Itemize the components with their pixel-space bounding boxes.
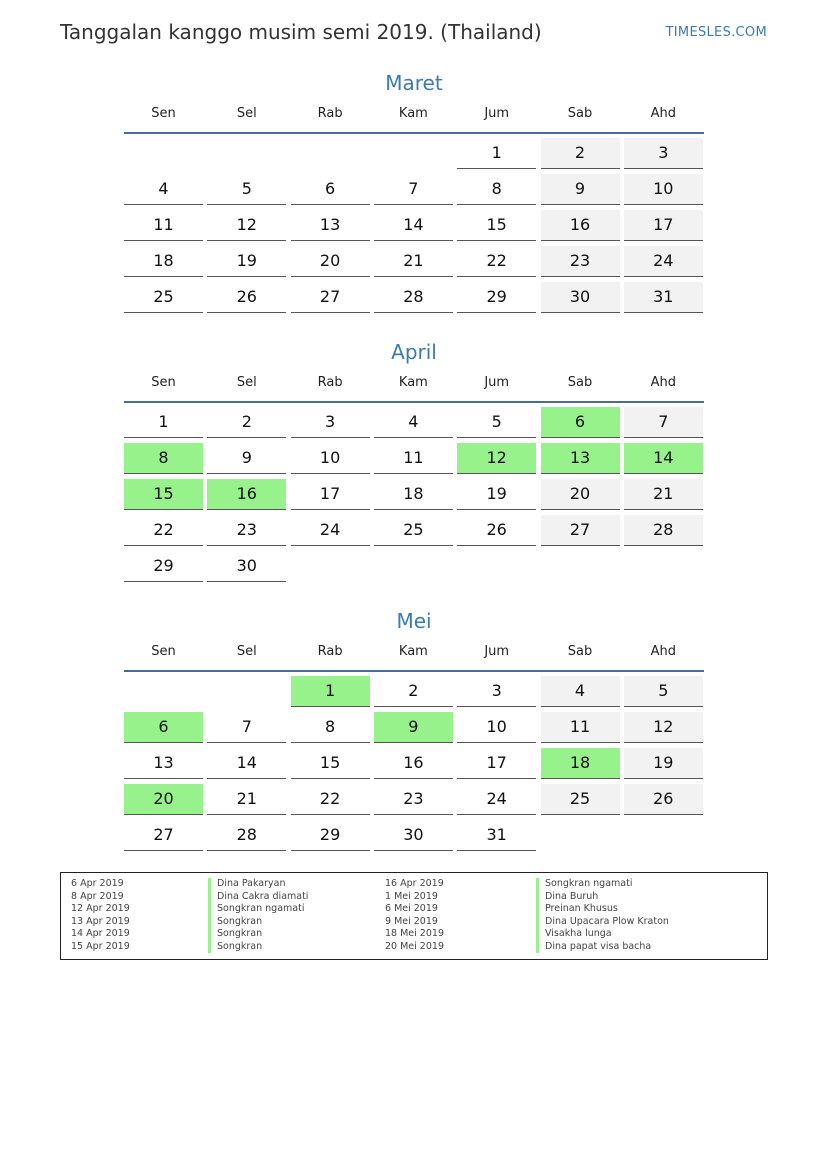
weekday-label: Rab — [317, 644, 343, 659]
day-cell: 21 — [374, 246, 453, 277]
day-cell: 29 — [124, 551, 203, 582]
legend-date: 13 Apr 2019 — [71, 915, 130, 927]
day-cell: 27 — [124, 820, 203, 851]
weekday-label: Kam — [398, 644, 428, 659]
day-cell: 17 — [291, 479, 370, 510]
holiday-legend — [60, 872, 768, 960]
weekday-label: Sen — [151, 106, 176, 121]
day-grid — [124, 407, 704, 587]
weekday-label: Kam — [398, 106, 428, 121]
day-cell: 19 — [207, 246, 286, 277]
day-cell: 30 — [541, 282, 620, 313]
day-cell: 8 — [291, 712, 370, 743]
month-april — [124, 339, 704, 587]
weekday-header — [124, 373, 704, 403]
day-cell: 31 — [624, 282, 703, 313]
weekday-label: Ahd — [650, 644, 676, 659]
day-cell: 27 — [541, 515, 620, 546]
day-cell: 24 — [624, 246, 703, 277]
day-cell: 11 — [541, 712, 620, 743]
day-grid — [124, 138, 704, 318]
day-cell: 5 — [457, 407, 536, 438]
weekday-label: Sel — [236, 644, 257, 659]
legend-date: 12 Apr 2019 — [71, 903, 130, 914]
legend-holiday-name: Dina Buruh — [536, 891, 598, 904]
day-cell: 17 — [457, 748, 536, 779]
weekday-label: Jum — [484, 106, 510, 121]
day-cell: 21 — [207, 784, 286, 815]
day-cell: 17 — [624, 210, 703, 241]
legend-holiday-name: Preinan Khusus — [536, 903, 618, 916]
weekday-header — [124, 642, 704, 672]
weekday-label: Jum — [484, 375, 510, 390]
day-cell: 13 — [124, 748, 203, 779]
weekday-label: Sab — [567, 644, 593, 659]
legend-date: 6 Apr 2019 — [71, 878, 124, 889]
day-cell: 4 — [124, 174, 203, 205]
day-cell: 31 — [457, 820, 536, 851]
day-cell: 26 — [457, 515, 536, 546]
holiday-day-cell: 16 — [207, 479, 286, 510]
weekday-header — [124, 104, 704, 134]
weekday-label: Ahd — [650, 375, 676, 390]
legend-date: 6 Mei 2019 — [385, 903, 438, 914]
holiday-day-cell: 12 — [457, 443, 536, 474]
day-cell: 20 — [291, 246, 370, 277]
day-cell: 7 — [207, 712, 286, 743]
holiday-day-cell: 20 — [124, 784, 203, 815]
weekday-label: Sen — [151, 375, 176, 390]
weekday-label: Rab — [317, 106, 343, 121]
day-cell: 15 — [457, 210, 536, 241]
day-cell: 13 — [291, 210, 370, 241]
legend-holiday-name: Songkran — [208, 928, 262, 941]
day-cell: 2 — [207, 407, 286, 438]
day-cell: 1 — [457, 138, 536, 169]
holiday-day-cell: 8 — [124, 443, 203, 474]
day-cell: 11 — [124, 210, 203, 241]
legend-date: 18 Mei 2019 — [385, 928, 444, 939]
month-title: Maret — [385, 71, 443, 95]
day-cell: 18 — [374, 479, 453, 510]
day-cell: 24 — [457, 784, 536, 815]
day-cell: 4 — [541, 676, 620, 707]
day-cell: 18 — [124, 246, 203, 277]
legend-holiday-name: Songkran ngamati — [208, 903, 304, 916]
month-mei — [124, 608, 704, 856]
legend-holiday-name: Songkran — [208, 941, 262, 954]
holiday-day-cell: 18 — [541, 748, 620, 779]
day-cell: 16 — [374, 748, 453, 779]
month-maret — [124, 70, 704, 318]
holiday-day-cell: 6 — [541, 407, 620, 438]
day-cell: 6 — [291, 174, 370, 205]
legend-date: 20 Mei 2019 — [385, 940, 444, 952]
day-cell: 26 — [624, 784, 703, 815]
day-cell: 10 — [624, 174, 703, 205]
day-cell: 22 — [457, 246, 536, 277]
holiday-day-cell: 6 — [124, 712, 203, 743]
legend-date: 15 Apr 2019 — [71, 940, 130, 952]
day-cell: 22 — [291, 784, 370, 815]
weekday-label: Jum — [484, 644, 510, 659]
legend-holiday-name: Dina Upacara Plow Kraton — [536, 916, 669, 929]
brand-link[interactable]: TIMESLES.COM — [665, 25, 767, 40]
weekday-label: Sen — [151, 644, 176, 659]
legend-date: 8 Apr 2019 — [71, 890, 124, 902]
day-cell: 10 — [457, 712, 536, 743]
day-cell: 14 — [207, 748, 286, 779]
day-cell: 12 — [624, 712, 703, 743]
day-cell: 5 — [624, 676, 703, 707]
weekday-label: Sel — [236, 106, 257, 121]
day-cell: 19 — [624, 748, 703, 779]
day-cell: 4 — [374, 407, 453, 438]
weekday-label: Rab — [317, 375, 343, 390]
legend-date: 9 Mei 2019 — [385, 915, 438, 927]
month-title: Mei — [396, 609, 432, 633]
day-cell: 22 — [124, 515, 203, 546]
legend-date: 16 Apr 2019 — [385, 878, 444, 889]
day-cell: 7 — [624, 407, 703, 438]
day-cell: 27 — [291, 282, 370, 313]
day-grid — [124, 676, 704, 856]
legend-date: 1 Mei 2019 — [385, 890, 438, 902]
day-cell: 21 — [624, 479, 703, 510]
weekday-label: Sab — [567, 106, 593, 121]
day-cell: 2 — [374, 676, 453, 707]
day-cell: 23 — [207, 515, 286, 546]
holiday-day-cell: 13 — [541, 443, 620, 474]
day-cell: 12 — [207, 210, 286, 241]
day-cell: 2 — [541, 138, 620, 169]
day-cell: 25 — [541, 784, 620, 815]
day-cell: 9 — [541, 174, 620, 205]
day-cell: 23 — [374, 784, 453, 815]
day-cell: 29 — [457, 282, 536, 313]
legend-holiday-name: Songkran — [208, 916, 262, 929]
day-cell: 8 — [457, 174, 536, 205]
day-cell: 30 — [374, 820, 453, 851]
day-cell: 10 — [291, 443, 370, 474]
day-cell: 25 — [374, 515, 453, 546]
holiday-day-cell: 15 — [124, 479, 203, 510]
day-cell: 28 — [207, 820, 286, 851]
day-cell: 23 — [541, 246, 620, 277]
day-cell: 29 — [291, 820, 370, 851]
day-cell: 9 — [207, 443, 286, 474]
day-cell: 30 — [207, 551, 286, 582]
holiday-day-cell: 9 — [374, 712, 453, 743]
day-cell: 19 — [457, 479, 536, 510]
day-cell: 15 — [291, 748, 370, 779]
day-cell: 20 — [541, 479, 620, 510]
day-cell: 16 — [541, 210, 620, 241]
legend-date: 14 Apr 2019 — [71, 928, 130, 939]
day-cell: 1 — [124, 407, 203, 438]
day-cell: 28 — [374, 282, 453, 313]
legend-holiday-name: Dina papat visa bacha — [536, 941, 651, 954]
day-cell: 28 — [624, 515, 703, 546]
day-cell: 11 — [374, 443, 453, 474]
day-cell: 25 — [124, 282, 203, 313]
day-cell: 3 — [291, 407, 370, 438]
weekday-label: Sab — [567, 375, 593, 390]
legend-holiday-name: Dina Pakaryan — [208, 878, 285, 891]
month-title: April — [391, 340, 437, 364]
page-title: Tanggalan kanggo musim semi 2019. (Thailand) — [60, 20, 542, 44]
holiday-day-cell: 1 — [291, 676, 370, 707]
day-cell: 26 — [207, 282, 286, 313]
day-cell: 5 — [207, 174, 286, 205]
day-cell: 14 — [374, 210, 453, 241]
weekday-label: Sel — [236, 375, 257, 390]
day-cell: 3 — [457, 676, 536, 707]
legend-holiday-name: Songkran ngamati — [536, 878, 632, 891]
day-cell: 3 — [624, 138, 703, 169]
weekday-label: Kam — [398, 375, 428, 390]
legend-holiday-name: Dina Cakra diamati — [208, 891, 308, 904]
legend-holiday-name: Visakha lunga — [536, 928, 612, 941]
day-cell: 7 — [374, 174, 453, 205]
holiday-day-cell: 14 — [624, 443, 703, 474]
weekday-label: Ahd — [650, 106, 676, 121]
day-cell: 24 — [291, 515, 370, 546]
